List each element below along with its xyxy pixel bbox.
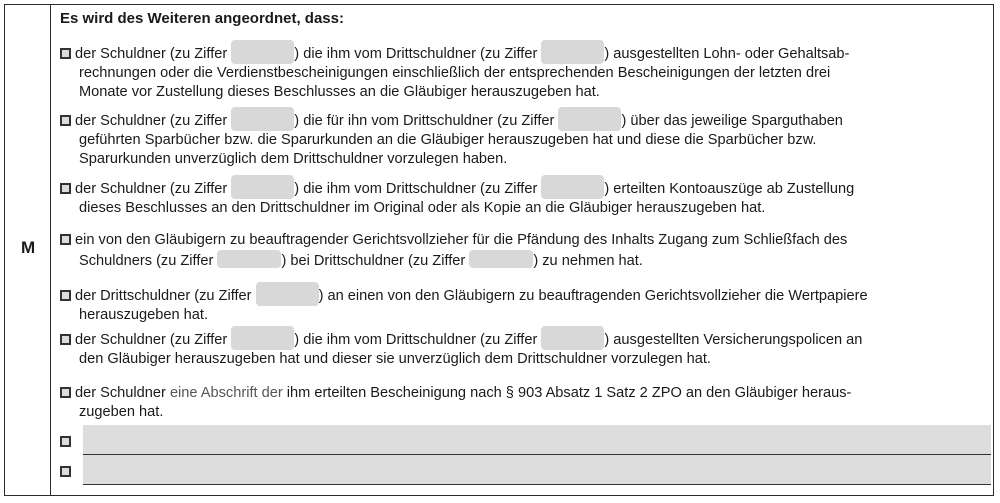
section-heading: Es wird des Weiteren angeordnet, dass: — [60, 10, 344, 27]
checkbox[interactable] — [60, 48, 71, 59]
option-schliessfach: ein von den Gläubigern zu beauftragender Gerichtsvollzieher für die Pfändung des Inhalts Zugang zum Schließfach des Schuldners (zu Ziffer ) bei Drittschuldner (zu Ziffer ) zu nehmen hat. — [60, 231, 980, 271]
option-versicherungspolicen: der Schuldner (zu Ziffer ) die ihm vom Drittschuldner (zu Ziffer ) ausgestellten Versicherungspolicen an den Gläubiger herauszugeben hat und dieser sie unverzüglich dem Drittschuldner vorzulegen hat. — [60, 326, 980, 369]
field-divider — [83, 484, 991, 485]
checkbox[interactable] — [60, 466, 71, 477]
ziffer-field[interactable] — [231, 326, 294, 350]
option-lohnabrechnungen: der Schuldner (zu Ziffer ) die ihm vom Drittschuldner (zu Ziffer ) ausgestellten Lohn- oder Gehaltsab- rechnungen oder die Verdienstbescheinigungen einschließlich der entsprechenden Bescheinigungen der letzten drei Monate vor Zustellung dieses Beschlusses an die Gläubiger herauszugeben hat. — [60, 40, 980, 102]
free-text-field[interactable] — [83, 455, 991, 484]
option-wertpapiere: der Drittschuldner (zu Ziffer ) an einen von den Gläubigern zu beauftragenden Gerichtsvollzieher die Wertpapiere herauszugeben hat. — [60, 282, 980, 325]
free-text-field[interactable] — [83, 425, 991, 454]
section-letter: M — [21, 238, 36, 257]
ziffer-field[interactable] — [469, 250, 533, 268]
ziffer-field[interactable] — [541, 175, 604, 199]
checkbox[interactable] — [60, 436, 71, 447]
ziffer-field[interactable] — [231, 175, 294, 199]
option-bescheinigung-903: der Schuldner eine Abschrift der ihm erteilten Bescheinigung nach § 903 Absatz 1 Satz 2 ZPO an den Gläubiger heraus- zugeben hat. — [60, 384, 980, 422]
ziffer-field[interactable] — [256, 282, 319, 306]
ziffer-field[interactable] — [231, 40, 294, 64]
ziffer-field[interactable] — [217, 250, 281, 268]
checkbox[interactable] — [60, 183, 71, 194]
checkbox[interactable] — [60, 234, 71, 245]
ziffer-field[interactable] — [541, 40, 604, 64]
option-kontoauszuege: der Schuldner (zu Ziffer ) die ihm vom Drittschuldner (zu Ziffer ) erteilten Kontoauszüge ab Zustellung dieses Beschlusses an den Drittschuldner im Original oder als Kopie an die Gläubiger herauszugeben hat. — [60, 175, 980, 218]
checkbox[interactable] — [60, 290, 71, 301]
ziffer-field[interactable] — [541, 326, 604, 350]
ziffer-field[interactable] — [558, 107, 621, 131]
checkbox[interactable] — [60, 387, 71, 398]
checkbox[interactable] — [60, 115, 71, 126]
option-sparbuecher: der Schuldner (zu Ziffer ) die für ihn vom Drittschuldner (zu Ziffer ) über das jeweilige Sparguthaben geführten Sparbücher bzw. die Sparurkunden an die Gläubiger herauszugeben hat und diese die Sparbücher bzw. Sparurkunden unverzüglich dem Drittschuldner vorzulegen haben. — [60, 107, 980, 169]
ziffer-field[interactable] — [231, 107, 294, 131]
checkbox[interactable] — [60, 334, 71, 345]
